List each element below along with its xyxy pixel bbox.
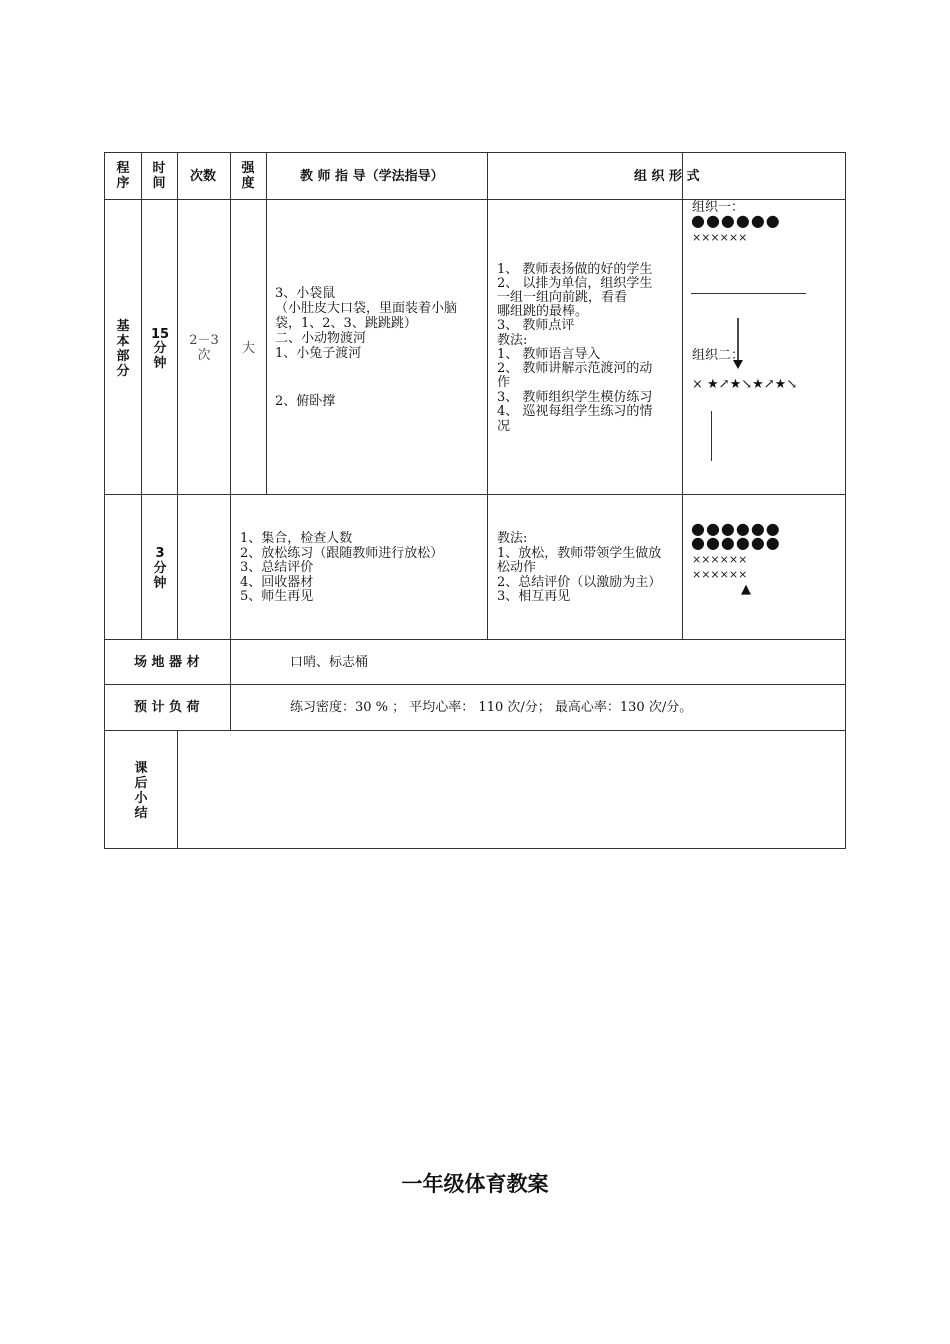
summary-label: 课后小结 [134, 761, 148, 821]
time-value: 15 [150, 327, 170, 342]
table-rule [177, 730, 178, 849]
guidance-line: 作 [497, 375, 511, 390]
content-line: 袋，1、2、3、跳跳跳） [275, 316, 417, 331]
load-value: 练习密度：30 % ； 平均心率： 110 次/分； 最高心率：130 次/分。 [290, 700, 693, 715]
table-rule [230, 152, 231, 731]
content-line: 2、俯卧撑 [275, 394, 336, 409]
header-procedure: 程序 [116, 161, 130, 191]
guidance-line: 2、总结评价（以激励为主） [497, 575, 662, 590]
guidance-line: 教法: [497, 333, 528, 348]
students-crosses-row-2: ×××××× [692, 568, 748, 581]
guidance-line: 哪组跳的最棒。 [497, 304, 589, 319]
table-border-right [845, 152, 846, 849]
table-border-top [104, 152, 846, 153]
students-dots-row-1: ●●●●●● [691, 519, 781, 538]
header-intensity: 强度 [241, 161, 255, 191]
header-teacher-guidance: 教 师 指 导（学法指导） [300, 169, 444, 184]
guidance-line: 2、 教师讲解示范渡河的动 [497, 361, 653, 376]
table-border-bottom [104, 848, 846, 849]
content-line: （小肚皮大口袋，里面装着小脑 [275, 301, 458, 316]
header-time: 时间 [152, 161, 166, 191]
table-rule [104, 684, 846, 685]
table-rule [104, 494, 846, 495]
end-time-value: 3 [155, 546, 165, 561]
guidance-line: 3、相互再见 [497, 589, 571, 604]
content-line: 4、回收器材 [240, 575, 314, 590]
guidance-line: 1、 教师语言导入 [497, 347, 601, 362]
table-border-left [104, 152, 105, 849]
time-unit: 分钟 [153, 341, 167, 371]
count-unit: 次 [197, 348, 211, 363]
students-dots-row-2: ●●●●●● [691, 533, 781, 552]
phase-label: 基本部分 [116, 319, 130, 379]
content-line: 1、集合，检查人数 [240, 531, 353, 546]
guidance-line: 4、 巡视每组学生练习的情 [497, 404, 653, 419]
finish-line [691, 293, 806, 294]
students-crosses-row-1: ×××××× [692, 553, 748, 566]
guidance-line: 1、 教师表扬做的好的学生 [497, 262, 653, 277]
org1-students-crosses: ×××××× [692, 231, 748, 244]
org1-label: 组织一： [692, 200, 745, 215]
guidance-line: 松动作 [497, 560, 537, 575]
content-line: 5、师生再见 [240, 589, 314, 604]
table-rule [104, 730, 846, 731]
guidance-line: 教法: [497, 531, 528, 546]
org2-label: 组织二： [692, 348, 745, 363]
table-rule [487, 152, 488, 640]
content-line: 2、放松练习（跟随教师进行放松） [240, 546, 444, 561]
next-lesson-title: 一年级体育教案 [401, 1172, 549, 1196]
load-label: 预 计 负 荷 [134, 700, 200, 715]
header-organization: 组 织 形 式 [634, 169, 700, 184]
end-time-unit: 分钟 [153, 561, 167, 591]
content-line: 3、小袋鼠 [275, 286, 336, 301]
table-rule [104, 639, 846, 640]
content-line: 二、小动物渡河 [275, 331, 367, 346]
count-value: 2－3 [189, 333, 219, 348]
content-line: 1、小兔子渡河 [275, 346, 362, 361]
org2-formation: × ★↗★↘★↗★↘ [692, 377, 798, 392]
guidance-line: 况 [497, 419, 511, 434]
header-count: 次数 [190, 169, 217, 184]
table-rule [266, 152, 267, 494]
teacher-triangle-icon: ▲ [741, 582, 751, 597]
guidance-line: 一组一组向前跳，看看 [497, 290, 628, 305]
equipment-label: 场 地 器 材 [134, 655, 200, 670]
org1-students-dots: ●●●●●● [691, 211, 781, 230]
lane-marker [711, 411, 712, 461]
content-line: 3、总结评价 [240, 560, 314, 575]
intensity-value: 大 [241, 341, 255, 356]
guidance-line: 2、 以排为单信，组织学生 [497, 276, 653, 291]
guidance-line: 3、 教师点评 [497, 318, 575, 333]
table-rule [682, 152, 683, 640]
guidance-line: 3、 教师组织学生模仿练习 [497, 390, 653, 405]
guidance-line: 1、放松，教师带领学生做放 [497, 546, 662, 561]
equipment-value: 口哨、标志桶 [290, 655, 369, 670]
table-rule [177, 152, 178, 640]
table-rule [141, 152, 142, 640]
